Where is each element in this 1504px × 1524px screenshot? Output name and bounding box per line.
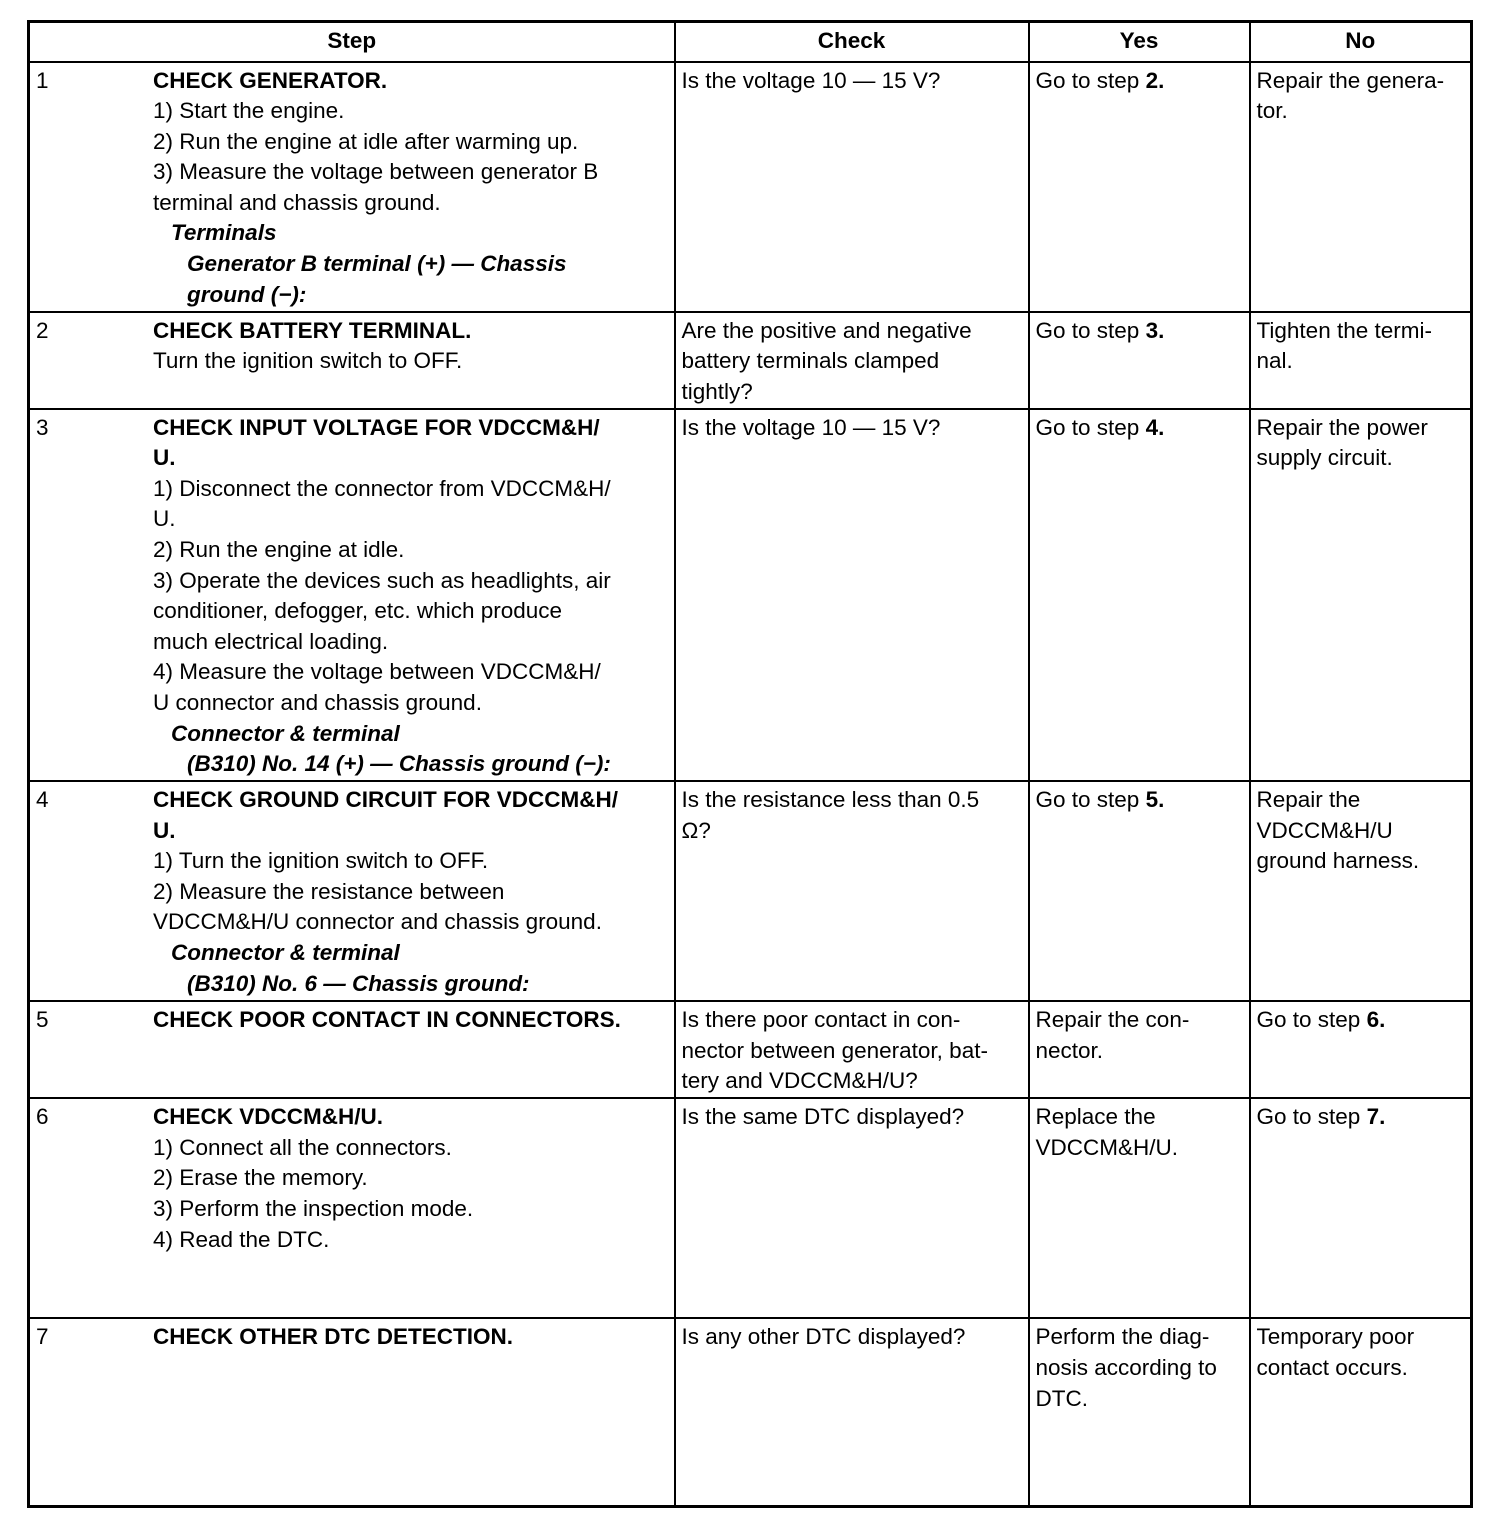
diagnostic-table bbox=[27, 20, 1473, 1508]
yes-line: Go to step 4. bbox=[1035, 414, 1165, 440]
step-content bbox=[36, 782, 670, 999]
step-number: 3 bbox=[36, 414, 49, 440]
step-instruction: 4) Measure the voltage between VDCCM&H/ bbox=[153, 659, 601, 685]
step-instruction: VDCCM&H/U connector and chassis ground. bbox=[153, 909, 602, 935]
step-body bbox=[153, 316, 670, 377]
step-content bbox=[36, 410, 670, 780]
no-line: Repair the bbox=[1256, 787, 1361, 813]
check-cell bbox=[675, 312, 1029, 409]
step-instruction: 2) Run the engine at idle. bbox=[153, 537, 405, 563]
check-line: tightly? bbox=[681, 378, 753, 404]
yes-text bbox=[1036, 63, 1245, 97]
no-line: Tighten the termi- bbox=[1256, 317, 1432, 343]
step-content bbox=[36, 63, 670, 311]
spec-heading: Connector & terminal bbox=[171, 720, 400, 746]
step-instruction: 2) Erase the memory. bbox=[153, 1165, 368, 1191]
check-line: Are the positive and negative bbox=[681, 317, 972, 343]
header-step: Step bbox=[29, 22, 675, 62]
step-number: 4 bbox=[36, 787, 49, 813]
check-cell bbox=[675, 1318, 1029, 1506]
table-row bbox=[29, 409, 1472, 781]
step-instruction: conditioner, defogger, etc. which produce bbox=[153, 598, 563, 624]
step-title: CHECK GROUND CIRCUIT FOR VDCCM&H/ bbox=[153, 787, 618, 813]
spec-line: ground (−): bbox=[187, 281, 307, 307]
step-instruction: 3) Perform the inspection mode. bbox=[153, 1195, 474, 1221]
step-body bbox=[153, 1322, 670, 1353]
step-instruction: 4) Read the DTC. bbox=[153, 1226, 330, 1252]
no-cell bbox=[1250, 312, 1472, 409]
check-line: nector between generator, bat- bbox=[681, 1037, 988, 1063]
step-number: 7 bbox=[36, 1324, 49, 1350]
step-instruction: 2) Measure the resistance between bbox=[153, 878, 505, 904]
step-cell bbox=[29, 1098, 675, 1318]
step-instruction: much electrical loading. bbox=[153, 628, 389, 654]
yes-line: Go to step 5. bbox=[1035, 787, 1165, 813]
yes-line: nector. bbox=[1035, 1037, 1104, 1063]
check-text bbox=[682, 63, 1024, 97]
no-line: supply circuit. bbox=[1256, 445, 1393, 471]
no-cell bbox=[1250, 409, 1472, 781]
step-cell bbox=[29, 1318, 675, 1506]
step-number: 1 bbox=[36, 67, 49, 93]
step-title: CHECK GENERATOR. bbox=[153, 67, 388, 93]
no-cell bbox=[1250, 781, 1472, 1001]
step-content bbox=[36, 313, 670, 377]
yes-line: DTC. bbox=[1035, 1385, 1088, 1411]
check-text bbox=[682, 1099, 1024, 1133]
check-text bbox=[682, 313, 1024, 408]
yes-line: VDCCM&H/U. bbox=[1035, 1134, 1179, 1160]
step-title: CHECK POOR CONTACT IN CONNECTORS. bbox=[153, 1007, 621, 1033]
header-row bbox=[29, 22, 1472, 62]
step-instruction: 1) Disconnect the connector from VDCCM&H/ bbox=[153, 475, 611, 501]
no-text bbox=[1257, 1099, 1467, 1133]
header-no: No bbox=[1250, 22, 1472, 62]
step-title: CHECK BATTERY TERMINAL. bbox=[153, 317, 472, 343]
no-cell bbox=[1250, 1001, 1472, 1098]
step-body bbox=[153, 413, 670, 780]
check-text bbox=[682, 410, 1024, 444]
step-title: CHECK INPUT VOLTAGE FOR VDCCM&H/ bbox=[153, 414, 600, 440]
yes-text bbox=[1036, 313, 1245, 347]
check-cell bbox=[675, 1098, 1029, 1318]
table-row bbox=[29, 312, 1472, 409]
check-cell bbox=[675, 781, 1029, 1001]
no-step-ref: 7. bbox=[1366, 1104, 1386, 1130]
yes-line: nosis according to bbox=[1035, 1354, 1217, 1380]
yes-cell bbox=[1029, 781, 1250, 1001]
yes-text bbox=[1036, 410, 1245, 444]
no-line: nal. bbox=[1256, 348, 1293, 374]
no-cell bbox=[1250, 1318, 1472, 1506]
header-yes: Yes bbox=[1029, 22, 1250, 62]
step-title: U. bbox=[153, 445, 176, 471]
check-line: Is any other DTC displayed? bbox=[681, 1324, 966, 1350]
step-title: CHECK VDCCM&H/U. bbox=[153, 1104, 383, 1130]
step-instruction: U. bbox=[153, 506, 176, 532]
yes-line: Perform the diag- bbox=[1035, 1324, 1210, 1350]
yes-line: Go to step 3. bbox=[1035, 317, 1165, 343]
check-cell bbox=[675, 1001, 1029, 1098]
check-text bbox=[682, 1319, 1024, 1353]
yes-cell bbox=[1029, 409, 1250, 781]
no-line: ground harness. bbox=[1256, 848, 1420, 874]
no-text bbox=[1257, 313, 1467, 377]
no-cell bbox=[1250, 1098, 1472, 1318]
spec-line: (B310) No. 6 — Chassis ground: bbox=[187, 970, 530, 996]
step-instruction: 1) Start the engine. bbox=[153, 98, 345, 124]
yes-step-ref: 5. bbox=[1145, 787, 1165, 813]
yes-step-ref: 3. bbox=[1145, 317, 1165, 343]
yes-text bbox=[1036, 1002, 1245, 1066]
yes-text bbox=[1036, 782, 1245, 816]
yes-cell bbox=[1029, 1001, 1250, 1098]
no-step-ref: 6. bbox=[1366, 1007, 1386, 1033]
yes-cell bbox=[1029, 1098, 1250, 1318]
step-instruction: terminal and chassis ground. bbox=[153, 189, 441, 215]
table-row bbox=[29, 62, 1472, 312]
no-cell bbox=[1250, 62, 1472, 312]
no-line: Repair the power bbox=[1256, 414, 1428, 440]
no-text bbox=[1257, 1002, 1467, 1036]
table-row bbox=[29, 781, 1472, 1001]
table-row bbox=[29, 1318, 1472, 1506]
check-text bbox=[682, 1002, 1024, 1097]
check-cell bbox=[675, 409, 1029, 781]
check-line: tery and VDCCM&H/U? bbox=[681, 1068, 918, 1094]
check-text bbox=[682, 782, 1024, 846]
check-line: battery terminals clamped bbox=[681, 348, 940, 374]
no-line: VDCCM&H/U bbox=[1256, 817, 1393, 843]
step-title: U. bbox=[153, 817, 176, 843]
no-text bbox=[1257, 1319, 1467, 1383]
step-body bbox=[153, 1005, 670, 1036]
no-line: Temporary poor bbox=[1256, 1324, 1415, 1350]
spec-line: (B310) No. 14 (+) — Chassis ground (−): bbox=[187, 751, 611, 777]
yes-text bbox=[1036, 1099, 1245, 1163]
yes-line: Replace the bbox=[1035, 1104, 1156, 1130]
check-line: Is the voltage 10 — 15 V? bbox=[681, 67, 941, 93]
step-content bbox=[36, 1002, 670, 1036]
check-line: Is the voltage 10 — 15 V? bbox=[681, 414, 941, 440]
step-cell bbox=[29, 312, 675, 409]
check-line: Is the resistance less than 0.5 bbox=[681, 787, 980, 813]
step-number: 2 bbox=[36, 317, 49, 343]
yes-line: Go to step 2. bbox=[1035, 67, 1165, 93]
check-line: Ω? bbox=[681, 817, 711, 843]
table-row bbox=[29, 1098, 1472, 1318]
table-row bbox=[29, 1001, 1472, 1098]
check-line: Is there poor contact in con- bbox=[681, 1007, 961, 1033]
step-instruction: 3) Operate the devices such as headlights, air bbox=[153, 567, 611, 593]
yes-cell bbox=[1029, 312, 1250, 409]
step-cell bbox=[29, 62, 675, 312]
spec-line: Generator B terminal (+) — Chassis bbox=[187, 251, 567, 277]
no-text bbox=[1257, 410, 1467, 474]
step-body bbox=[153, 785, 670, 999]
step-number: 6 bbox=[36, 1104, 49, 1130]
step-instruction: 2) Run the engine at idle after warming up. bbox=[153, 128, 579, 154]
spec-heading: Connector & terminal bbox=[171, 940, 400, 965]
step-instruction: 3) Measure the voltage between generator B bbox=[153, 159, 599, 185]
check-cell bbox=[675, 62, 1029, 312]
step-body bbox=[153, 66, 670, 311]
step-body bbox=[153, 1102, 670, 1255]
yes-step-ref: 2. bbox=[1145, 67, 1165, 93]
spec-heading: Terminals bbox=[171, 220, 277, 246]
step-cell bbox=[29, 781, 675, 1001]
yes-cell bbox=[1029, 62, 1250, 312]
step-instruction: U connector and chassis ground. bbox=[153, 690, 482, 716]
step-title: CHECK OTHER DTC DETECTION. bbox=[153, 1324, 513, 1350]
no-text bbox=[1257, 782, 1467, 877]
step-instruction: 1) Connect all the connectors. bbox=[153, 1134, 452, 1160]
step-cell bbox=[29, 1001, 675, 1098]
step-cell bbox=[29, 409, 675, 781]
no-text bbox=[1257, 63, 1467, 127]
step-content bbox=[36, 1319, 670, 1353]
check-line: Is the same DTC displayed? bbox=[681, 1104, 965, 1130]
no-line: Repair the genera- bbox=[1256, 67, 1445, 93]
step-content bbox=[36, 1099, 670, 1255]
step-number: 5 bbox=[36, 1007, 49, 1033]
header-check: Check bbox=[675, 22, 1029, 62]
yes-cell bbox=[1029, 1318, 1250, 1506]
step-instruction: 1) Turn the ignition switch to OFF. bbox=[153, 848, 489, 874]
no-line: contact occurs. bbox=[1256, 1354, 1408, 1380]
yes-line: Repair the con- bbox=[1035, 1007, 1190, 1033]
step-instruction: Turn the ignition switch to OFF. bbox=[153, 348, 463, 374]
no-line: Go to step 7. bbox=[1256, 1104, 1386, 1130]
no-line: tor. bbox=[1256, 98, 1288, 124]
yes-text bbox=[1036, 1319, 1245, 1414]
yes-step-ref: 4. bbox=[1145, 414, 1165, 440]
no-line: Go to step 6. bbox=[1256, 1007, 1386, 1033]
